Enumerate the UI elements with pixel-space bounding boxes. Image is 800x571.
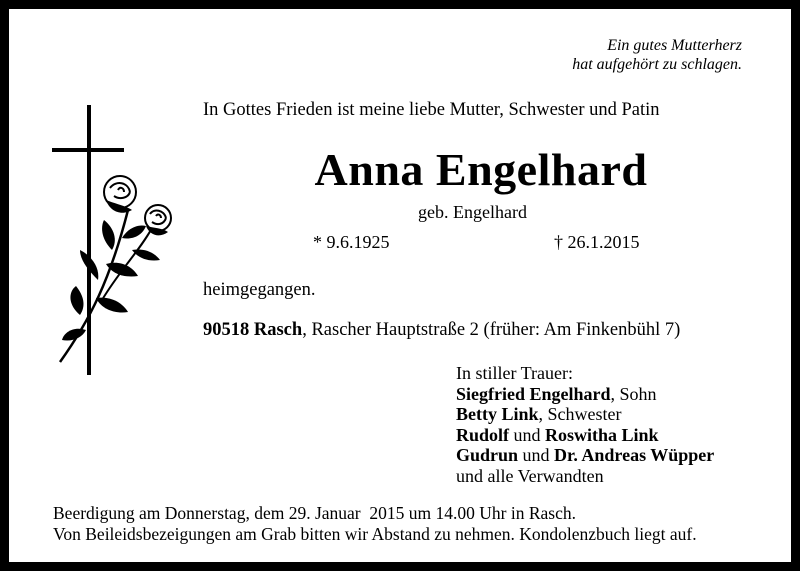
funeral-line-2: Von Beileidsbezeigungen am Grab bitten wir Abstand zu nehmen. Kondolenzbuch liegt auf. bbox=[53, 524, 697, 544]
deceased-name bbox=[0, 143, 800, 196]
mourner-conjunction: und bbox=[509, 424, 546, 445]
mourner-name: Siegfried Engelhard bbox=[456, 383, 611, 404]
mourners-block bbox=[456, 363, 714, 486]
cross-with-roses-icon bbox=[40, 100, 180, 380]
intro-text: In Gottes Frieden ist meine liebe Mutter, Schwester und Patin bbox=[203, 100, 660, 120]
mourner-name: Rudolf bbox=[456, 424, 510, 445]
address-postal-city: 90518 Rasch bbox=[203, 320, 303, 340]
mourners-heading: In stiller Trauer: bbox=[456, 363, 573, 383]
birth-date: * 9.6.1925 bbox=[313, 232, 390, 252]
motto-line-2: hat aufgehört zu schlagen. bbox=[572, 56, 742, 73]
death-date: † 26.1.2015 bbox=[554, 232, 640, 252]
motto bbox=[572, 36, 742, 74]
mourner-line bbox=[456, 404, 714, 425]
mourner-name: Gudrun bbox=[456, 445, 519, 465]
maiden-name: geb. Engelhard bbox=[418, 202, 527, 222]
mourner-line bbox=[456, 384, 714, 405]
mourner-conjunction: und bbox=[518, 445, 555, 465]
mourner-name: Betty Link bbox=[456, 404, 539, 424]
address bbox=[203, 320, 680, 341]
deceased-name-text: Anna Engelhard bbox=[314, 144, 648, 195]
funeral-line-1: Beerdigung am Donnerstag, dem 29. Januar 2015 um 14.00 Uhr in Rasch. bbox=[53, 503, 576, 523]
mourner-relation: , Sohn bbox=[610, 383, 657, 404]
address-street: , Rascher Hauptstraße 2 (früher: Am Finkenbühl 7) bbox=[302, 320, 681, 340]
mourner-relation: , Schwester bbox=[538, 404, 622, 424]
mourner-name-2: Roswitha Link bbox=[545, 424, 659, 445]
mourners-closing: und alle Verwandten bbox=[456, 465, 604, 486]
funeral-notice bbox=[53, 503, 697, 545]
mourner-line bbox=[456, 445, 714, 466]
mourner-name-2: Dr. Andreas Wüpper bbox=[554, 445, 715, 465]
mourner-line bbox=[456, 425, 714, 446]
passed-away-text: heimgegangen. bbox=[203, 280, 316, 300]
motto-line-1: Ein gutes Mutterherz bbox=[607, 37, 742, 54]
